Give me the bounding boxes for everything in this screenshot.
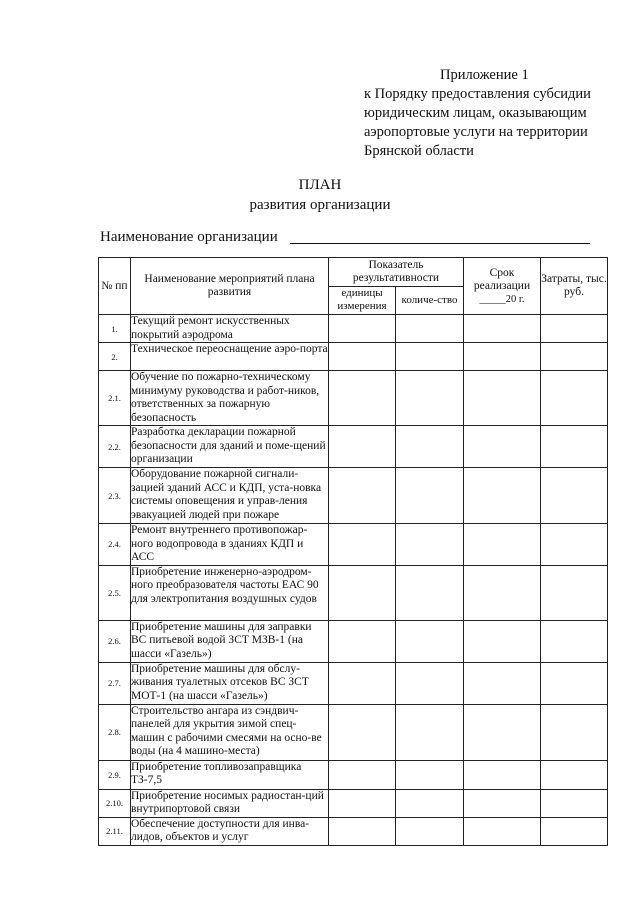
row-activity: Обучение по пожарно-техническому минимуму руководства и работ-ников, ответственных за пожарную безопасность [131,371,329,426]
cell-unit[interactable] [329,426,396,468]
cell-quantity[interactable] [396,662,464,704]
table-row [99,468,608,524]
cell-cost[interactable] [541,426,608,468]
row-activity: Приобретение машины для заправки ВС питьевой водой ЗСТ МЗВ-1 (на шасси «Газель») [131,620,329,662]
table-row [99,371,608,426]
cell-quantity[interactable] [396,565,464,620]
row-number: 2.4. [99,524,131,566]
cell-cost[interactable] [541,315,608,343]
appendix-line: к Порядку предоставления субсидии [364,86,591,102]
header-term [464,258,541,315]
appendix-block [364,66,634,161]
row-number: 2.11. [99,817,131,845]
cell-quantity[interactable] [396,371,464,426]
cell-term[interactable] [464,662,541,704]
cell-unit[interactable] [329,789,396,817]
header-cost: Затраты, тыс. руб. [541,258,608,315]
cell-term[interactable] [464,760,541,789]
plan-title: ПЛАН [298,177,342,193]
cell-term[interactable] [464,426,541,468]
cell-quantity[interactable] [396,817,464,845]
row-activity: Приобретение носимых радиостан-ций внутрипортовой связи [131,789,329,817]
header-activity-name: Наименование мероприятий плана развития [131,258,329,315]
row-activity: Текущий ремонт искусственных покрытий аэродрома [131,315,329,343]
table-row [99,343,608,371]
plan-heading [0,176,640,215]
cell-cost[interactable] [541,704,608,760]
cell-term[interactable] [464,620,541,662]
row-number: 2.5. [99,565,131,620]
table-row [99,704,608,760]
appendix-line: Брянской области [364,143,474,159]
row-activity: Ремонт внутреннего противопожар-ного водопровода в зданиях КДП и АСС [131,524,329,566]
row-activity: Приобретение инженерно-аэродром-ного преобразователя частоты ЕАС 90 для электропитания воздушных судов [131,565,329,620]
row-activity: Обеспечение доступности для инва-лидов, объектов и услуг [131,817,329,845]
header-number: № пп [99,258,131,315]
cell-cost[interactable] [541,760,608,789]
cell-quantity[interactable] [396,789,464,817]
table-row [99,789,608,817]
cell-quantity[interactable] [396,315,464,343]
cell-term[interactable] [464,789,541,817]
cell-unit[interactable] [329,343,396,371]
table-row [99,524,608,566]
cell-term[interactable] [464,343,541,371]
appendix-line: юридическим лицам, оказывающим [364,105,587,121]
table-row [99,426,608,468]
cell-term[interactable] [464,524,541,566]
row-number: 1. [99,315,131,343]
header-quantity: количе-ство [396,286,464,315]
cell-unit[interactable] [329,371,396,426]
row-number: 2.6. [99,620,131,662]
cell-unit[interactable] [329,817,396,845]
cell-quantity[interactable] [396,524,464,566]
cell-quantity[interactable] [396,426,464,468]
cell-cost[interactable] [541,524,608,566]
table-row [99,817,608,845]
appendix-line: аэропортовые услуги на территории [364,124,588,140]
plan-table [98,257,608,846]
row-number: 2.3. [99,468,131,524]
header-term-year: _____20 г. [479,293,525,305]
row-activity: Строительство ангара из сэндвич-панелей для укрытия зимой спец-машин с рабочими смесями на осно-ве воды (на 4 машино-места) [131,704,329,760]
row-number: 2.10. [99,789,131,817]
table-row [99,760,608,789]
cell-cost[interactable] [541,371,608,426]
cell-unit[interactable] [329,468,396,524]
row-activity: Приобретение машины для обслу-живания туалетных отсеков ВС ЗСТ МОТ-1 (на шасси «Газель») [131,662,329,704]
appendix-title: Приложение 1 [440,67,529,83]
header-unit: единицы измерения [329,286,396,315]
row-activity: Техническое переоснащение аэро-порта [131,343,329,371]
cell-unit[interactable] [329,524,396,566]
row-activity: Разработка декларации пожарной безопасности для зданий и поме-щений организации [131,426,329,468]
cell-quantity[interactable] [396,343,464,371]
row-activity: Оборудование пожарной сигнали-зацией зданий АСС и КДП, уста-новка системы оповещения и управ-ления эвакуацией людей при пожаре [131,468,329,524]
org-name-blank-line [290,243,590,244]
table-row [99,565,608,620]
table-row [99,620,608,662]
cell-unit[interactable] [329,315,396,343]
row-number: 2.7. [99,662,131,704]
cell-unit[interactable] [329,662,396,704]
cell-cost[interactable] [541,789,608,817]
cell-term[interactable] [464,817,541,845]
table-row [99,315,608,343]
header-term-label: Срок реализации [473,266,531,292]
cell-unit[interactable] [329,565,396,620]
cell-cost[interactable] [541,565,608,620]
cell-quantity[interactable] [396,704,464,760]
row-number: 2.2. [99,426,131,468]
cell-cost[interactable] [541,343,608,371]
cell-unit[interactable] [329,704,396,760]
cell-cost[interactable] [541,662,608,704]
cell-term[interactable] [464,468,541,524]
cell-quantity[interactable] [396,760,464,789]
row-number: 2.9. [99,760,131,789]
org-name-label: Наименование организации [100,229,278,245]
cell-cost[interactable] [541,817,608,845]
cell-unit[interactable] [329,620,396,662]
cell-unit[interactable] [329,760,396,789]
cell-term[interactable] [464,371,541,426]
cell-cost[interactable] [541,620,608,662]
table-row [99,662,608,704]
cell-cost[interactable] [541,468,608,524]
header-indicator: Показатель результативности [329,258,464,287]
row-activity: Приобретение топливозаправщика ТЗ-7,5 [131,760,329,789]
plan-subtitle: развития организации [249,197,391,213]
row-number: 2.8. [99,704,131,760]
row-number: 2. [99,343,131,371]
cell-quantity[interactable] [396,468,464,524]
cell-term[interactable] [464,315,541,343]
cell-term[interactable] [464,704,541,760]
row-number: 2.1. [99,371,131,426]
cell-term[interactable] [464,565,541,620]
cell-quantity[interactable] [396,620,464,662]
